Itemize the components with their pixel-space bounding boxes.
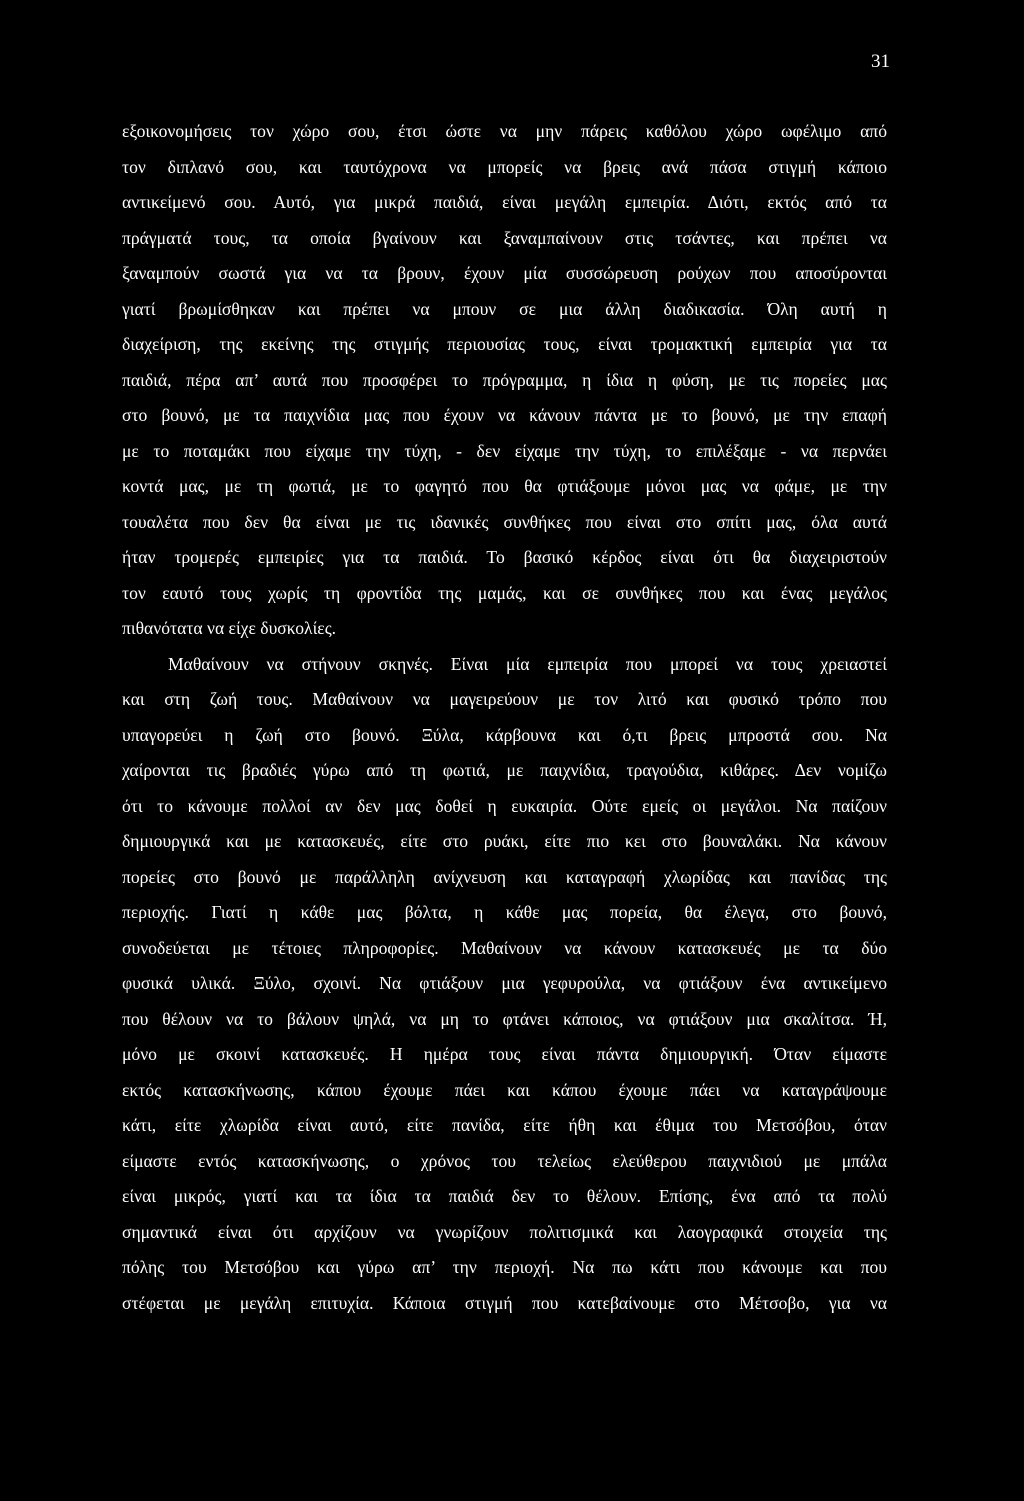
text-line: ήταν τρομερές εμπειρίες για τα παιδιά. Το βασικό κέρδος είναι ότι θα διαχειριστούν [122, 547, 887, 567]
text-line: υπαγορεύει η ζωή στο βουνό. Ξύλα, κάρβουνα και ό,τι βρεις μπροστά σου. Να [122, 724, 887, 745]
text-line: με το ποταμάκι που είχαμε την τύχη, - δεν είχαμε την τύχη, το επιλέξαμε - να περνάει [122, 440, 887, 461]
text-line: ότι το κάνουμε πολλοί αν δεν μας δοθεί η ευκαιρία. Ούτε εμείς οι μεγάλοι. Να παίζουν [122, 795, 887, 816]
text-line: στέφεται με μεγάλη επιτυχία. Κάποια στιγμή που κατεβαίνουμε στο Μέτσοβο, για να [122, 1292, 887, 1313]
page-number: 31 [871, 51, 890, 72]
text-line: αντικείμενό σου. Αυτό, για μικρά παιδιά, είναι μεγάλη εμπειρία. Διότι, εκτός από τα [122, 192, 887, 212]
text-line: που θέλουν να το βάλουν ψηλά, να μη το φτάνει κάποιος, να φτιάξουν μια σκαλίτσα. Ή, [122, 1008, 887, 1029]
text-line: εκτός κατασκήνωσης, κάπου έχουμε πάει και κάπου έχουμε πάει να καταγράψουμε [122, 1079, 887, 1100]
text-line: φυσικά υλικά. Ξύλο, σχοινί. Να φτιάξουν μια γεφυρούλα, να φτιάξουν ένα αντικείμενο [122, 973, 887, 993]
text-line: είμαστε εντός κατασκήνωσης, ο χρόνος του τελείως ελεύθερου παιχνιδιού με μπάλα [122, 1150, 887, 1171]
text-line: χαίρονται τις βραδιές γύρω από τη φωτιά, με παιχνίδια, τραγούδια, κιθάρες. Δεν νομίζω [122, 760, 887, 780]
text-line: συνοδεύεται με τέτοιες πληροφορίες. Μαθαίνουν να κάνουν κατασκευές με τα δύο [122, 937, 887, 958]
text-line: περιοχής. Γιατί η κάθε μας βόλτα, η κάθε μας πορεία, θα έλεγα, στο βουνό, [122, 902, 887, 922]
text-line: Μαθαίνουν να στήνουν σκηνές. Είναι μία εμπειρία που μπορεί να τους χρειαστεί [168, 653, 887, 674]
text-line: στο βουνό, με τα παιχνίδια μας που έχουν να κάνουν πάντα με το βουνό, με την επαφή [122, 405, 887, 425]
text-line: τον εαυτό τους χωρίς τη φροντίδα της μαμάς, και σε συνθήκες που και ένας μεγάλος [122, 582, 887, 603]
text-line: πόλης του Μετσόβου και γύρω απ’ την περιοχή. Να πω κάτι που κάνουμε και που [122, 1257, 887, 1277]
text-line: τον διπλανό σου, και ταυτόχρονα να μπορείς να βρεις ανά πάσα στιγμή κάποιο [122, 156, 887, 177]
text-line: και στη ζωή τους. Μαθαίνουν να μαγειρεύουν με τον λιτό και φυσικό τρόπο που [122, 689, 887, 709]
text-line: σημαντικά είναι ότι αρχίζουν να γνωρίζουν πολιτισμικά και λαογραφικά στοιχεία της [122, 1221, 887, 1242]
text-line: κοντά μας, με τη φωτιά, με το φαγητό που θα φτιάξουμε μόνοι μας να φάμε, με την [122, 476, 887, 496]
text-line: μόνο με σκοινί κατασκευές. Η ημέρα τους είναι πάντα δημιουργική. Όταν είμαστε [122, 1044, 887, 1064]
text-line: πράγματά τους, τα οποία βγαίνουν και ξαναμπαίνουν στις τσάντες, και πρέπει να [122, 227, 887, 248]
text-line: πορείες στο βουνό με παράλληλη ανίχνευση και καταγραφή χλωρίδας και πανίδας της [122, 866, 887, 887]
text-line: διαχείριση, της εκείνης της στιγμής περιουσίας τους, είναι τρομακτική εμπειρία για τα [122, 334, 887, 354]
text-line: τουαλέτα που δεν θα είναι με τις ιδανικές συνθήκες που είναι στο σπίτι μας, όλα αυτά [122, 511, 887, 532]
text-line: ξαναμπούν σωστά για να τα βρουν, έχουν μία συσσώρευση ρούχων που αποσύρονται [122, 263, 887, 283]
body-text [122, 114, 887, 1321]
text-line: πιθανότατα να είχε δυσκολίες. [122, 618, 337, 638]
text-line: γιατί βρωμίσθηκαν και πρέπει να μπουν σε μια άλλη διαδικασία. Όλη αυτή η [122, 298, 887, 319]
text-line: παιδιά, πέρα απ’ αυτά που προσφέρει το πρόγραμμα, η ίδια η φύση, με τις πορείες μας [122, 369, 887, 390]
text-line: κάτι, είτε χλωρίδα είναι αυτό, είτε πανίδα, είτε ήθη και έθιμα του Μετσόβου, όταν [122, 1115, 887, 1135]
text-line: είναι μικρός, γιατί και τα ίδια τα παιδιά δεν το θέλουν. Επίσης, ένα από τα πολύ [122, 1186, 887, 1206]
text-line: δημιουργικά και με κατασκευές, είτε στο ρυάκι, είτε πιο κει στο βουναλάκι. Να κάνουν [122, 831, 887, 851]
text-line: εξοικονομήσεις τον χώρο σου, έτσι ώστε να μην πάρεις καθόλου χώρο ωφέλιμο από [122, 121, 887, 141]
